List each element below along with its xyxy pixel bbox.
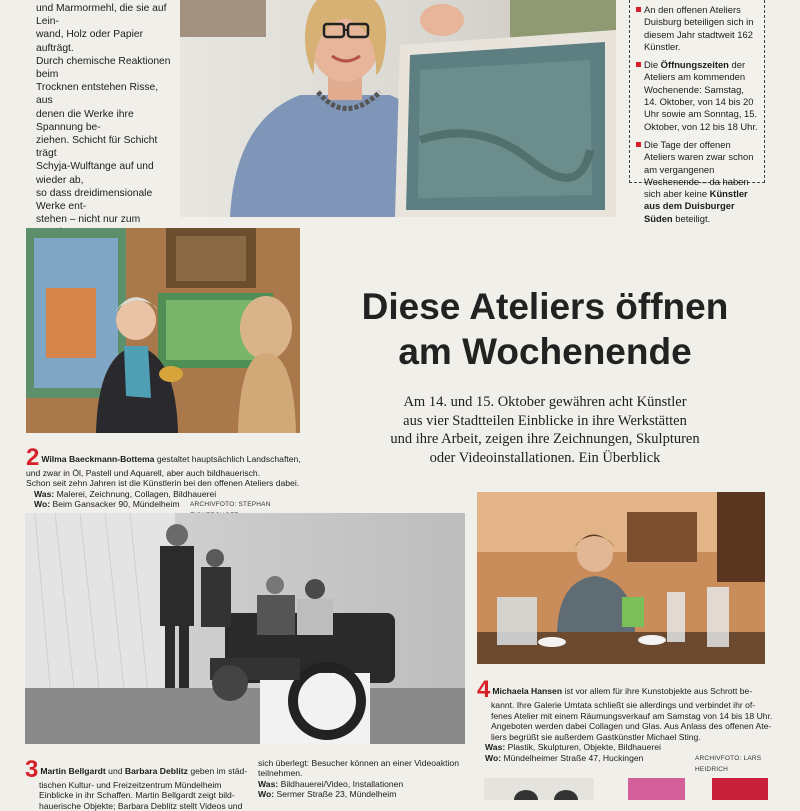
headline [320, 284, 770, 374]
wo-label: Wo: [258, 789, 275, 800]
photo-credit: ARCHIVFOTO: LARS HEIDRICH [695, 754, 762, 773]
artist-name: Wilma Baeckmann-Bottema [41, 454, 155, 464]
was-label: Was: [34, 488, 55, 499]
entry-2: 2 Wilma Baeckmann-Bottema gestaltet hauptsächlich Landschaften, und zwar in Öl, Pastell und Aquarell, aber auch bildhauerisch. Schon seit zehn Jahren ist die Künstlerin bei den offenen Ateliers dabei. Was: Malerei, Zeichnung, Collagen, Bildhauerei Wo: Beim Gansacker 90, Mündelheim ARCHIVFOTO: STEPHAN [26, 448, 306, 510]
michaela-hansen-photo [477, 492, 765, 664]
body-line: Schyja-Wulftange auf und wieder ab, [36, 161, 154, 186]
photo-credit: ARCHIVFOTO: STEPHAN [190, 501, 271, 509]
wo-text: Beim Gansacker 90, Mündelheim [52, 499, 180, 510]
wilma-atelier-photo [26, 228, 300, 433]
entry-number: 2 [26, 444, 40, 471]
entry-line: fenes Atelier mit einem Räumungsverkauf am Samstag von 14 bis 18 Uhr. [491, 710, 773, 721]
headline-line: am Wochenende [398, 331, 692, 372]
entry-line: Schon seit zehn Jahren ist die Künstlerin bei den offenen Ateliers dabei. [26, 478, 300, 489]
artist-name: Barbara Deblitz [124, 766, 188, 776]
wo-text: Mündelheimer Straße 47, Huckingen [503, 752, 644, 763]
body-line: stehen – nicht nur zum [36, 214, 141, 226]
entry-line: Einblicke in ihr Schaffen. Martin Bellgardt zeigt bild- [39, 790, 235, 801]
entry-line: hauerische Objekte; Barbara Deblitz stellt Videos und [39, 800, 243, 811]
intro-text: Am 14. und 15. Oktober gewähren acht Künstler aus vier Stadtteilen Einblicke in ihre Werkstätten und ihre Arbeit, zeigen ihre Zeichnungen, Skulpturen oder Videoinstallationen. Ein Überblick [390, 394, 700, 466]
birds-illustration [484, 778, 594, 800]
entry-4: 4 Michaela Hansen ist vor allem für ihre Kunstobjekte aus Schrott be- kannt. Ihre Galerie Umtata schließt sie allerdings und verbindet ihr of- fenes Atelier mit einem Räumungsverkauf am Samstag von 14 bis 18 Uhr. Angeboten werden dabei Collagen und Glas. Aus Anlass des offenen Ate- liers begrüßt sie außerdem Gastkünstler Michael Sting. Was: Plastik, Skulpturen, Objekte, Bildhauerei Wo: Mündelheimer Straße 47, Huckingen ARCHIVFOTO: LARS HEIDRICH [477, 680, 777, 764]
entry-number: 4 [477, 676, 491, 703]
partial-photo-red [712, 778, 768, 800]
artist-name: Michaela Hansen [492, 686, 563, 696]
entry-line: Angeboten werden dabei Collagen und Glas. Aus Anlass des offenen Ate- [491, 721, 772, 732]
entry-line: sich überlegt: Besucher können an einer Videoaktion [258, 758, 459, 768]
gallery-illustration [477, 492, 765, 664]
was-label: Was: [485, 742, 506, 753]
was-text: Plastik, Skulpturen, Objekte, Bildhauerei [507, 742, 661, 753]
partial-photo-birds [484, 778, 594, 800]
headline-line: Diese Ateliers öffnen [361, 286, 729, 327]
bellgardt-deblitz-photo [25, 513, 465, 744]
entry-line: und zwar in Öl, Pastell und Aquarell, aber auch bildhauerisch. [26, 468, 261, 478]
was-label: Was: [258, 778, 279, 789]
info-box [629, 0, 765, 224]
wo-text: Sermer Straße 23, Mündelheim [276, 789, 397, 800]
body-line: wand, Holz oder Papier aufträgt. [36, 29, 144, 54]
body-line: denen die Werke ihre Spannung be- [36, 108, 134, 133]
entry-line: teilnehmen. [258, 768, 303, 779]
wo-label: Wo: [34, 499, 51, 510]
was-text: Malerei, Zeichnung, Collagen, Bildhauerei [56, 488, 217, 499]
atelier-illustration [26, 228, 300, 433]
entry-3-col2 [258, 758, 468, 800]
body-line: und Marmormehl, die sie auf Lein- [36, 3, 167, 28]
body-line: ziehen. Schicht für Schicht trägt [36, 135, 158, 160]
artist-name: Martin Bellgardt [40, 766, 106, 776]
info-item: Die Öffnungszeiten der Ateliers am kommenden Wochenende: Samstag, 14. Oktober, von 14 bis 20 Uhr sowie am Sonntag, 15. Oktober, von 12 bis 18 Uhr. [636, 59, 758, 133]
entry-number: 3 [25, 756, 39, 783]
partial-photo-pink [628, 778, 685, 800]
artist-portrait-photo [180, 0, 616, 217]
entry-3: 3 Martin Bellgardt und Barbara Deblitz geben im städ- tischen Kultur- und Freizeitzentrum Mündelheim Einblicke in ihr Schaffen. Martin Bellgardt zeigt bild- hauerische Objekte; Barbara Deblitz stellt Videos und [25, 760, 251, 811]
was-text: Bildhauerei/Video, Installationen [280, 778, 404, 789]
info-item: Die Tage der offenen Ateliers waren zwar schon am vergangenen Wochenende – da haben sich aber keine Künstler aus dem Duisburger Süden beteiligt. [636, 139, 758, 225]
entry-line: tischen Kultur- und Freizeitzentrum Mündelheim [39, 780, 222, 790]
body-line: Durch chemische Reaktionen beim [36, 55, 171, 81]
entry-line: kannt. Ihre Galerie Umtata schließt sie allerdings und verbindet ihr of- [491, 700, 756, 710]
installation-illustration [25, 513, 465, 744]
body-line: so dass dreidimensionale Werke ent- [36, 187, 153, 213]
info-item: An den offenen Ateliers Duisburg beteiligen sich in diesem Jahr stadtweit 162 Künstler. [636, 4, 758, 53]
body-line: Trocknen entstehen Risse, aus [36, 82, 159, 107]
wo-label: Wo: [485, 752, 502, 763]
entry-line: liers begrüßt sie außerdem Gastkünstler Michael Sting. [491, 731, 701, 742]
portrait-illustration [180, 0, 616, 217]
